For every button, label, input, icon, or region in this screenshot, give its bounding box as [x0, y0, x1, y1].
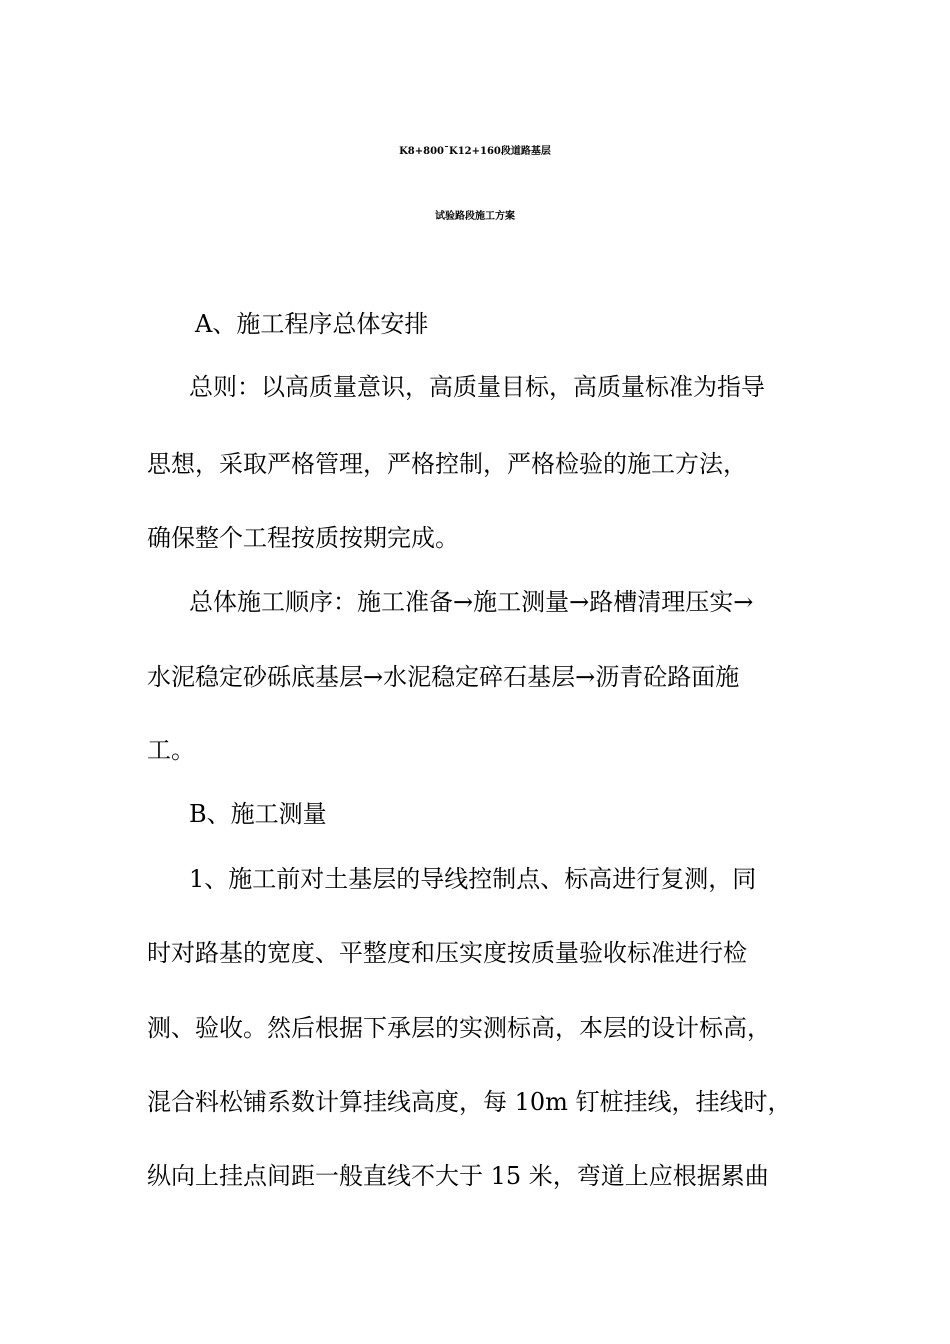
- paragraph-line: 1、施工前对土基层的导线控制点、标高进行复测，同: [189, 865, 757, 893]
- document-title-line-2: 试验路段施工方案: [435, 211, 515, 222]
- paragraph-line: 总则：以高质量意识，高质量目标，高质量标准为指导: [189, 373, 765, 401]
- paragraph-line: 思想，采取严格管理，严格控制，严格检验的施工方法，: [147, 450, 747, 478]
- paragraph-line: 混合料松铺系数计算挂线高度，每 10m 钉桩挂线，挂线时，: [147, 1088, 792, 1116]
- document-title-line-1: K8+800¯K12+160段道路基层: [399, 146, 551, 157]
- paragraph-line: 工。: [147, 736, 195, 764]
- paragraph-line: 测、验收。然后根据下承层的实测标高，本层的设计标高，: [147, 1014, 771, 1042]
- paragraph-line: 时对路基的宽度、平整度和压实度按质量验收标准进行检: [147, 939, 747, 967]
- paragraph-line: 总体施工顺序：施工准备→施工测量→路槽清理压实→: [189, 588, 754, 616]
- paragraph-line: 确保整个工程按质按期完成。: [147, 524, 459, 552]
- paragraph-line: 纵向上挂点间距一般直线不大于 15 米，弯道上应根据累曲: [147, 1162, 769, 1190]
- section-heading-b: B、施工测量: [189, 800, 327, 828]
- paragraph-line: 水泥稳定砂砾底基层→水泥稳定碎石基层→沥青砼路面施: [147, 663, 740, 691]
- section-heading-a: A、施工程序总体安排: [195, 310, 429, 338]
